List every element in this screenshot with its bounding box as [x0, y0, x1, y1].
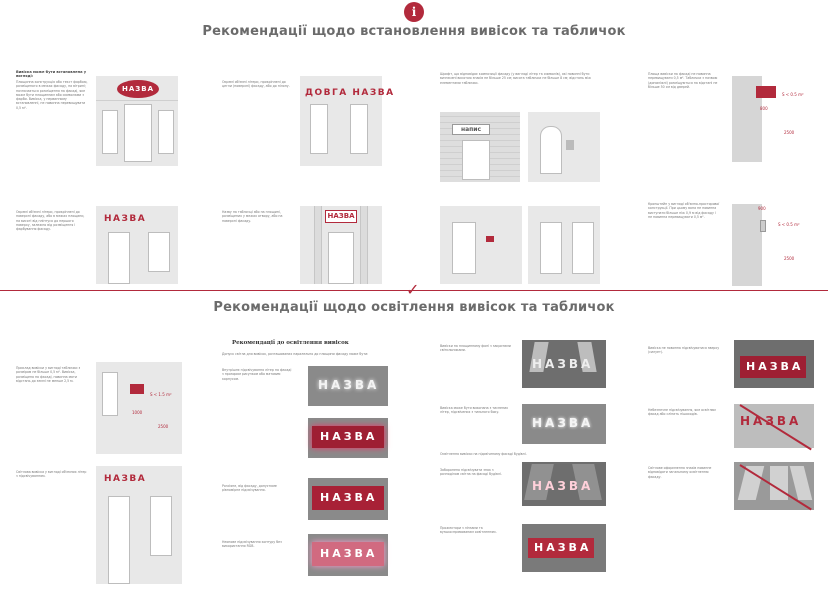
- door: [328, 232, 354, 284]
- window: [540, 126, 562, 174]
- lit-sign: НАЗВА: [740, 414, 802, 428]
- dimension-width: 1000: [132, 410, 143, 415]
- note-text: Вивіски на площинному фоні з закритими світильниками.: [440, 344, 511, 353]
- note-text: Розсіяне, від фасаду, допустиме рівномірне підсвічування.: [222, 484, 277, 493]
- window: [350, 104, 368, 154]
- lit-sign: НАЗВА: [532, 357, 594, 371]
- door: [124, 104, 152, 162]
- lit-sign: НАЗВА: [532, 479, 594, 493]
- note-text: Площа вивіски на фасаді не повинна перевищувати 0,5 м². Таблички з назвою (допоміжні) розміщуються на відстані не більше 50 см від дверей.: [648, 72, 718, 89]
- note-text: Заборонено підсвічувати знак з розподілом світла на фасаді будівлі.: [440, 468, 502, 477]
- lit-sign: НАЗВА: [320, 547, 378, 560]
- sign-letters: НАЗВА: [104, 214, 147, 224]
- door: [108, 496, 130, 584]
- lit-sign: НАЗВА: [532, 416, 594, 430]
- lit-sign: НАЗВА: [104, 474, 147, 484]
- facade-illustration: [732, 204, 762, 286]
- note-text: Світлова вивіска у вигляді об'ємних літер з підсвічуванням.: [16, 470, 87, 479]
- note-text: Вивіска може бути виконана з тиснених літер, підсвічених з тильного боку.: [440, 406, 509, 415]
- door: [108, 232, 130, 284]
- small-plate: [486, 236, 494, 242]
- note-text: Площинна конструкція або текст фарбою, розміщеного в межах фасаду, на вітрині; позначається розміщення на фасаді, яке може бути площинним або символами з фарби. Вивіска, у первинному встановленні, не повинна перевищувати 0,5 м².: [16, 80, 88, 110]
- dimension-area: S < 1.5 m²: [150, 392, 172, 397]
- window: [102, 110, 118, 154]
- window: [150, 496, 172, 556]
- lit-sign: НАЗВА: [746, 360, 804, 373]
- dimension-width: 900: [758, 206, 766, 211]
- lit-sign: НАЗВА: [320, 491, 378, 504]
- lighting-box-subtitle: Допуск світла для вивісок, розташованих паралельно до площини фасаду може бути:: [222, 352, 369, 356]
- bracket-sign: [760, 220, 766, 232]
- sign-long-name: ДОВГА НАЗВА: [305, 88, 395, 98]
- dimension-width: 800: [760, 106, 768, 111]
- divider-mark-icon: ✓: [406, 280, 420, 299]
- dimension-height: 2500: [784, 130, 795, 135]
- note-text: Світлове оформлення знаків повинне відповідати загальному освітленню фасаду.: [648, 466, 712, 479]
- dimension-area: S < 0.5 m²: [778, 222, 800, 227]
- window: [572, 222, 594, 274]
- sign-oval: НАЗВА: [117, 80, 159, 98]
- note-text: Приклад вивіски у вигляді таблички з розміром не більше 0,5 м². Вивіска, розміщена на фасаді, повинна мати відстань до землі не менше 2,5 м.: [16, 366, 81, 383]
- facade-illustration: [528, 112, 600, 182]
- sign-inscription: напис: [452, 124, 490, 135]
- lit-sign: НАЗВА: [320, 430, 378, 443]
- note-text: Шрифт, що відповідає композиції фасаду (у вигляді літер та символів), які повинні бути визначені висотою знаків не більше 25 см; висота таблички не більше 8 см; відстань між елементами таблички.: [440, 72, 592, 85]
- window: [462, 140, 490, 180]
- section-title-installation: Рекомендації щодо встановлення вивісок та табличок: [202, 24, 626, 39]
- lit-sign: НАЗВА: [534, 541, 592, 554]
- window: [540, 222, 562, 274]
- note-text: Окремі об'ємні літери, прикріплені до цегли (поверхні) фасаду, або до пілону.: [222, 80, 290, 89]
- lighting-box-title: Рекомендації до освітлення вивісок: [232, 340, 349, 346]
- dimension-height: 2500: [784, 256, 795, 261]
- dimension-height: 2500: [158, 424, 169, 429]
- sign-plate: НАЗВА: [325, 210, 357, 223]
- window: [102, 372, 118, 416]
- info-icon: i: [404, 2, 424, 22]
- section-title-lighting: Рекомендації щодо освітлення вивісок та табличок: [213, 300, 615, 315]
- sign-plate: [756, 86, 776, 98]
- note-text: Внутрішнє підсвічування літер на фасаді з прозорим рисунком або матовим корпусом.: [222, 368, 292, 381]
- note-text: Вивіска не повинна підсвічуватися зверху (силует).: [648, 346, 720, 355]
- note-text: Освітлення вивіски на підсвіченому фасаді будівлі.: [440, 452, 527, 456]
- note-text: Кронштейн у вигляді об'ємно-просторової конструкції. При цьому вона не повинна виступати більше ніж 0,9 м від фасаду і не повинна перевищувати 0,5 м².: [648, 202, 720, 219]
- note-title: Вивіска може бути встановлена у вигляді:: [16, 70, 87, 79]
- window: [310, 104, 328, 154]
- window: [158, 110, 174, 154]
- note-text: Назву на табличці або на площині, розміщених у межах отвору, або на поверхні фасаду.: [222, 210, 283, 223]
- window: [148, 232, 170, 272]
- note-text: Небезпечне підсвічування, яке освітлює фасад або сліпить пішоходів.: [648, 408, 716, 417]
- note-text: Прожектори з лінзами та вузькоспрямованим освітленням.: [440, 526, 497, 535]
- note-text: Неонове підсвічування контуру без використання RGB.: [222, 540, 282, 549]
- window: [452, 222, 476, 274]
- note-text: Окремі об'ємні літери, прикріплені до поверхні фасаду, або в межах площини, на висоті від плінтуса до першого поверху, залежно від розміщення і фарбування фасаду.: [16, 210, 85, 232]
- sign-plate: [130, 384, 144, 394]
- bracket-sign: [566, 140, 574, 150]
- lit-sign: НАЗВА: [318, 378, 380, 392]
- dimension-area: S < 0.5 m²: [782, 92, 804, 97]
